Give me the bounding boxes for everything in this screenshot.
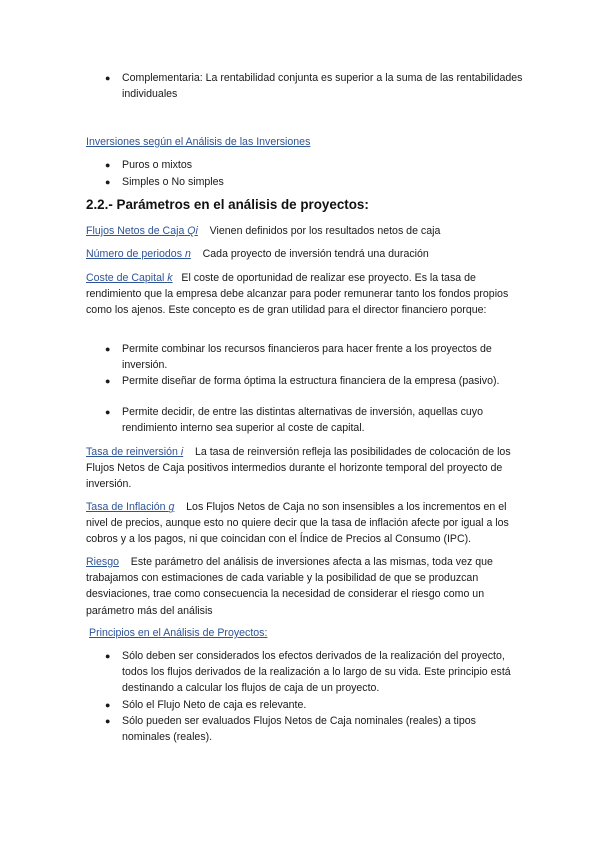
list-item: ● Complementaria: La rentabilidad conjunta es superior a la suma de las rentabilidades individuales [105, 72, 523, 101]
list-item: ● Permite combinar los recursos financieros para hacer frente a los proyectos de inversión. [105, 343, 492, 372]
param-inflacion: Tasa de Inflación g Los Flujos Netos de Caja no son insensibles a los incrementos en el nivel de precios, aunque esto no quiere decir que la tasa de inflación afecte por igual a los cobros y a los pagos, ni que coincidan con el Índice de Precios al Consumo (IPC). [86, 501, 509, 546]
inflacion-label[interactable]: Tasa de Inflación g [86, 501, 175, 513]
param-riesgo: Riesgo Este parámetro del análisis de inversiones afecta a las mismas, toda vez que trabajamos con estimaciones de cada variable y la posibilidad de que se produzcan desviaciones, trae como consecuencia la necesidad de considerar el riesgo como un parámetro más del análisis [86, 556, 493, 617]
principios-heading[interactable]: Principios en el Análisis de Proyectos: [89, 627, 268, 639]
param-periodos: Número de periodos n Cada proyecto de inversión tendrá una duración [86, 248, 429, 260]
bullet-icon: ● [105, 73, 111, 83]
section-title: 2.2.- Parámetros en el análisis de proyectos: [86, 197, 369, 212]
param-reinversion: Tasa de reinversión i La tasa de reinversión refleja las posibilidades de colocación de los Flujos Netos de Caja positivos intermedios durante el horizonte temporal del proyecto de inversión. [86, 446, 511, 491]
list-item: ● Puros o mixtos [122, 157, 542, 173]
bullet-icon: ● [105, 376, 111, 386]
inversiones-heading[interactable]: Inversiones según el Análisis de las Inversiones [86, 136, 311, 148]
list-item: ● Sólo el Flujo Neto de caja es relevante. [122, 697, 516, 713]
list-item: ● Sólo deben ser considerados los efectos derivados de la realización del proyecto, todos los flujos derivados de la realización a lo largo de su vida. Este principio está destinando a calcular los flujos de caja de un proyecto. [105, 650, 511, 695]
flujos-label[interactable]: Flujos Netos de Caja Qi [86, 225, 198, 237]
reinversion-label[interactable]: Tasa de reinversión i [86, 446, 184, 458]
bullet-icon: ● [105, 651, 111, 661]
bullet-icon: ● [105, 407, 111, 417]
bullet-icon: ● [105, 344, 111, 354]
param-flujos: Flujos Netos de Caja Qi Vienen definidos por los resultados netos de caja [86, 225, 441, 237]
list-item: ● Permite decidir, de entre las distintas alternativas de inversión, aquellas cuyo rendimiento interno sea superior al coste de capital. [105, 406, 483, 435]
param-coste: Coste de Capital k El coste de oportunidad de realizar ese proyecto. Es la tasa de rendimiento que la empresa debe alcanzar para poder remunerar tanto los fondos propios como los ajenos. Este concepto es de gran utilidad para el director financiero porque: [86, 272, 509, 317]
list-item: ● Sólo pueden ser evaluados Flujos Netos de Caja nominales (reales) a tipos nominales (reales). [105, 715, 476, 744]
riesgo-label[interactable]: Riesgo [86, 556, 119, 568]
list-item: ● Simples o No simples [122, 174, 542, 190]
coste-label[interactable]: Coste de Capital k [86, 272, 173, 284]
bullet-icon: ● [105, 177, 111, 187]
list-item: ● Permite diseñar de forma óptima la estructura financiera de la empresa (pasivo). [122, 373, 516, 389]
bullet-icon: ● [105, 716, 111, 726]
bullet-icon: ● [105, 160, 111, 170]
periodos-label[interactable]: Número de periodos n [86, 248, 191, 260]
bullet-icon: ● [105, 700, 111, 710]
